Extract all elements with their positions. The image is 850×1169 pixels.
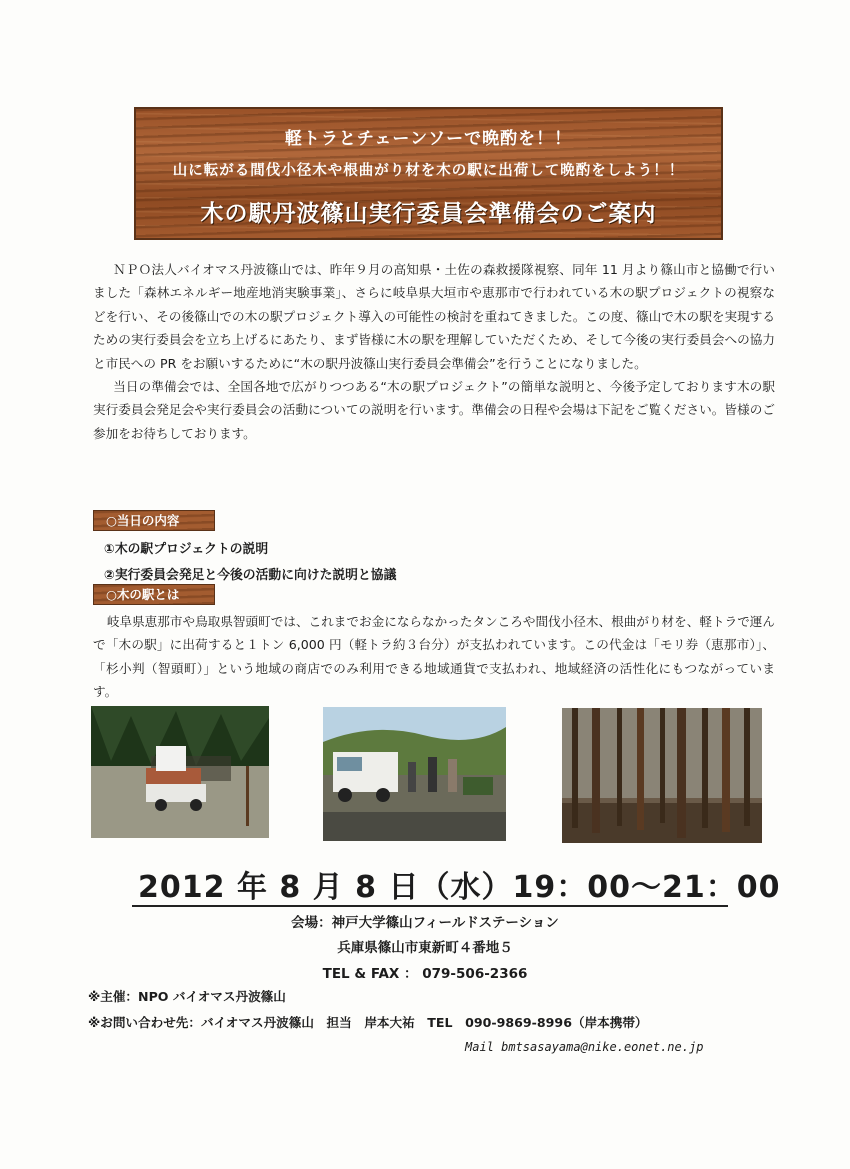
intro-paragraph-1: ＮＰＯ法人バイオマス丹波篠山では、昨年９月の高知県・土佐の森救援隊視察、同年 11 月より篠山市と協働で行いました「森林エネルギー地産地消実験事業」、さらに岐阜県大垣市や恵那市で行われている木の駅プロジェクトの視察などを行い、その後篠山での木の駅プロジェクト導入の可能性の検討を重ねてきました。この度、篠山で木の駅を実現するための実行委員会を立ち上げるにあたり、まず皆様に木の駅を理解していただくため、そして今後の実行委員会への協力と市民への PR をお願いするために“木の駅丹波篠山実行委員会準備会”を行うことになりました。 — [93, 262, 775, 371]
forest-photo — [562, 708, 762, 843]
contact: ※お問い合わせ先：バイオマス丹波篠山 担当 岸本大祐 TEL 090-9869-8996（岸本携帯） — [88, 1015, 648, 1030]
group-photo — [323, 707, 506, 841]
about-heading: ○木の駅とは — [93, 584, 215, 605]
about-paragraph: 岐阜県恵那市や鳥取県智頭町では、これまでお金にならなかったタンころや間伐小径木、根曲がり材を、軽トラで運んで「木の駅」に出荷すると１トン 6,000 円（軽トラ約３台分）が支払われています。この代金は「モリ券（恵那市）」、「杉小判（智頭町）」という地域の商店でのみ利用できる地域通貨で支払われ、地域経済の活性化にもつながっています。 — [93, 614, 775, 700]
agenda-item-1: ①木の駅プロジェクトの説明 — [104, 542, 269, 557]
about-text — [93, 610, 775, 704]
agenda-heading: ○当日の内容 — [93, 510, 215, 531]
event-address: 兵庫県篠山市東新町４番地５ — [337, 940, 513, 956]
intro-paragraph-2: 当日の準備会では、全国各地で広がりつつある“木の駅プロジェクト”の簡単な説明と、今後予定しております木の駅実行委員会発足会や実行委員会の活動についての説明を行います。準備会の日程や会場は下記をご覧ください。皆様のご参加をお待ちしております。 — [93, 379, 775, 441]
contact-email: Mail bmtsasayama@nike.eonet.ne.jp — [465, 1040, 704, 1054]
banner-tagline: 軽トラとチェーンソーで晩酌を！！ — [284, 129, 573, 149]
agenda-item-2: ②実行委員会発足と今後の活動に向けた説明と協議 — [104, 568, 397, 583]
intro-text — [93, 258, 775, 445]
title-banner — [134, 107, 723, 240]
event-date: 2012 年 8 月 8 日（水）19：00～21：00 — [138, 870, 781, 905]
event-venue: 会場：神戸大学篠山フィールドステーション — [291, 915, 559, 931]
truck-photo — [91, 706, 269, 838]
banner-subtitle: 山に転がる間伐小径木や根曲がり材を木の駅に出荷して晩酌をしよう！！ — [172, 163, 685, 179]
event-tel: TEL & FAX ： 079-506-2366 — [322, 966, 528, 982]
page-title: 木の駅丹波篠山実行委員会準備会のご案内 — [200, 201, 657, 227]
organizer: ※主催：NPO バイオマス丹波篠山 — [88, 989, 286, 1004]
date-underline — [132, 905, 728, 907]
